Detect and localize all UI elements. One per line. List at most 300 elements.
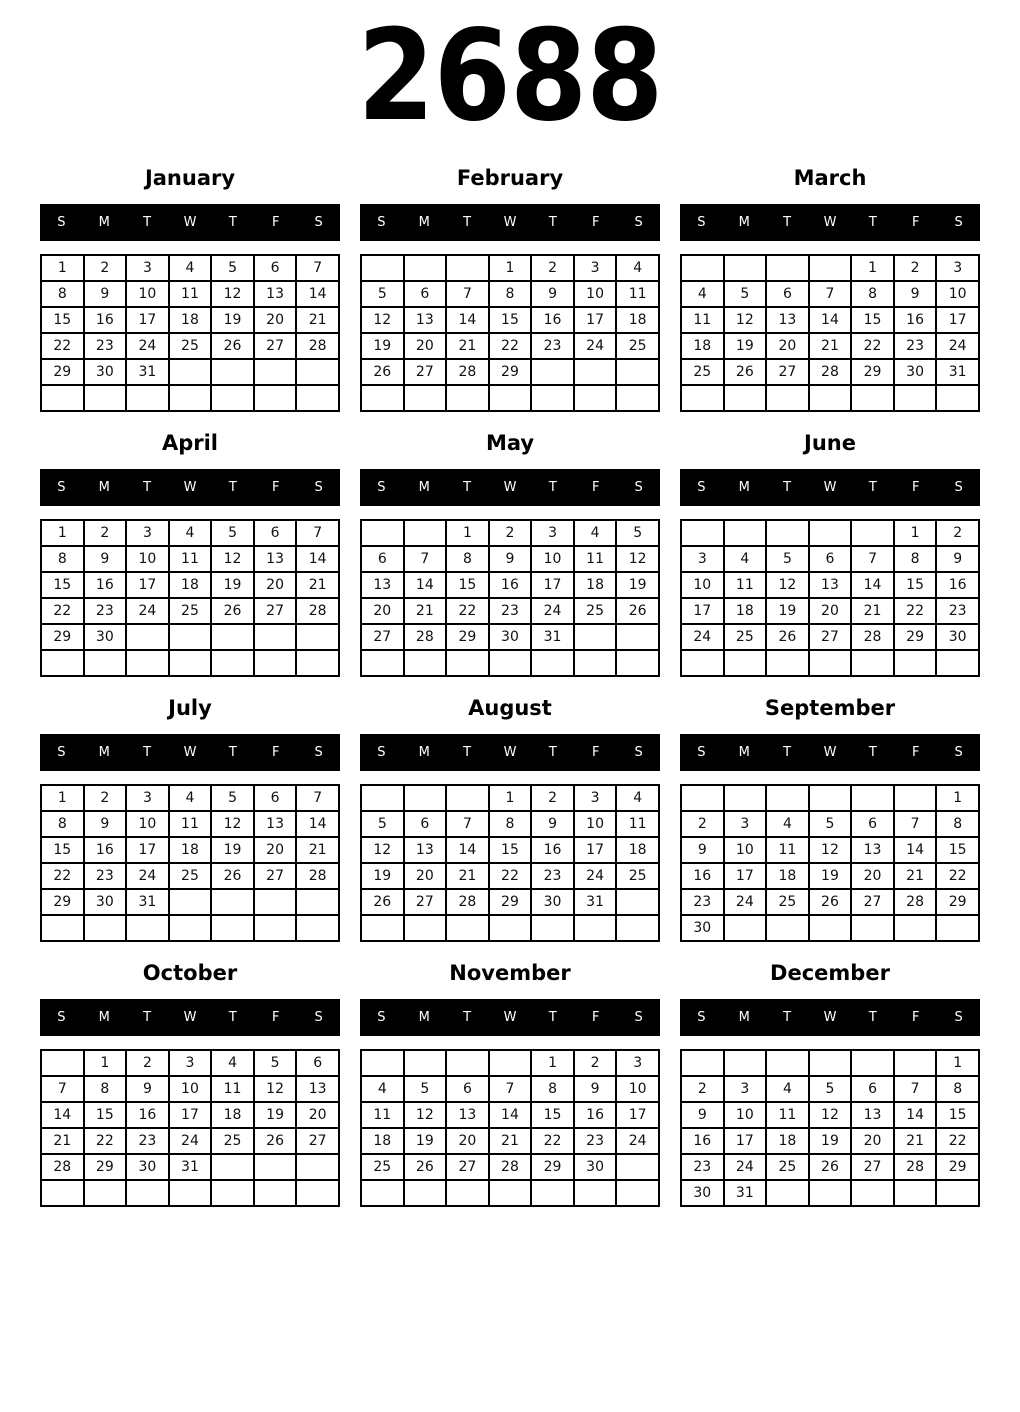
- weekday-label: F: [271, 1009, 280, 1025]
- day-cell: 24: [531, 598, 574, 624]
- day-cell: 13: [254, 281, 297, 307]
- weekday-header-bar: [360, 469, 660, 506]
- day-cell: 22: [489, 333, 532, 359]
- day-cell: 6: [446, 1076, 489, 1102]
- empty-day-cell: [766, 650, 809, 676]
- day-cell: 4: [616, 255, 659, 281]
- week-row: [681, 385, 979, 411]
- day-cell: 5: [211, 785, 254, 811]
- day-cell: 17: [936, 307, 979, 333]
- day-cell: 6: [851, 1076, 894, 1102]
- day-cell: 18: [574, 572, 617, 598]
- day-cell: 31: [724, 1180, 767, 1206]
- day-cell: 18: [361, 1128, 404, 1154]
- day-cell: 14: [296, 811, 339, 837]
- day-cell: 1: [489, 255, 532, 281]
- empty-day-cell: [489, 1180, 532, 1206]
- empty-day-cell: [296, 385, 339, 411]
- day-cell: 24: [574, 863, 617, 889]
- week-row: [361, 624, 659, 650]
- empty-day-cell: [211, 624, 254, 650]
- month-block: [360, 695, 660, 942]
- week-row: [361, 889, 659, 915]
- day-cell: 26: [809, 889, 852, 915]
- empty-day-cell: [41, 915, 84, 941]
- day-cell: 20: [361, 598, 404, 624]
- week-row: [361, 1128, 659, 1154]
- weekday-header-bar: [360, 999, 660, 1036]
- day-cell: 25: [169, 598, 212, 624]
- empty-day-cell: [681, 785, 724, 811]
- empty-day-cell: [296, 915, 339, 941]
- day-cell: 21: [894, 1128, 937, 1154]
- empty-day-cell: [809, 385, 852, 411]
- weekday-label: W: [183, 479, 197, 495]
- weekday-label: W: [183, 214, 197, 230]
- weekday-label: S: [954, 479, 963, 495]
- day-cell: 13: [254, 811, 297, 837]
- day-cell: 24: [616, 1128, 659, 1154]
- week-row: [41, 650, 339, 676]
- day-cell: 6: [851, 811, 894, 837]
- week-row: [361, 307, 659, 333]
- empty-day-cell: [531, 385, 574, 411]
- weekday-label: S: [634, 479, 643, 495]
- day-cell: 25: [361, 1154, 404, 1180]
- weekday-label: W: [503, 479, 517, 495]
- week-row: [361, 1154, 659, 1180]
- week-row: [41, 1050, 339, 1076]
- day-cell: 1: [531, 1050, 574, 1076]
- day-cell: 15: [489, 837, 532, 863]
- weekday-label: M: [738, 1009, 750, 1025]
- empty-day-cell: [724, 915, 767, 941]
- day-cell: 14: [41, 1102, 84, 1128]
- day-cell: 7: [894, 1076, 937, 1102]
- day-cell: 21: [404, 598, 447, 624]
- week-row: [41, 915, 339, 941]
- weekday-label: S: [634, 1009, 643, 1025]
- day-cell: 14: [894, 837, 937, 863]
- empty-day-cell: [126, 385, 169, 411]
- week-row: [681, 255, 979, 281]
- day-cell: 6: [254, 255, 297, 281]
- weekday-label: S: [314, 214, 323, 230]
- empty-day-cell: [126, 915, 169, 941]
- day-cell: 26: [361, 889, 404, 915]
- weekday-label: F: [911, 214, 920, 230]
- day-cell: 15: [936, 1102, 979, 1128]
- day-cell: 31: [169, 1154, 212, 1180]
- empty-day-cell: [211, 1154, 254, 1180]
- day-cell: 30: [894, 359, 937, 385]
- empty-day-cell: [851, 785, 894, 811]
- month-day-grid: [360, 254, 660, 412]
- day-cell: 26: [809, 1154, 852, 1180]
- empty-day-cell: [616, 359, 659, 385]
- day-cell: 19: [361, 333, 404, 359]
- day-cell: 30: [936, 624, 979, 650]
- day-cell: 14: [809, 307, 852, 333]
- day-cell: 12: [809, 1102, 852, 1128]
- day-cell: 22: [936, 863, 979, 889]
- month-day-grid: [360, 784, 660, 942]
- day-cell: 7: [446, 811, 489, 837]
- weekday-label: T: [463, 1009, 472, 1025]
- week-row: [361, 281, 659, 307]
- week-row: [681, 650, 979, 676]
- day-cell: 21: [489, 1128, 532, 1154]
- month-block: [40, 960, 340, 1207]
- day-cell: 21: [851, 598, 894, 624]
- day-cell: 7: [809, 281, 852, 307]
- day-cell: 22: [531, 1128, 574, 1154]
- day-cell: 11: [766, 837, 809, 863]
- weekday-label: W: [183, 744, 197, 760]
- day-cell: 24: [724, 1154, 767, 1180]
- day-cell: 11: [616, 811, 659, 837]
- day-cell: 5: [254, 1050, 297, 1076]
- week-row: [361, 255, 659, 281]
- week-row: [681, 624, 979, 650]
- day-cell: 13: [361, 572, 404, 598]
- weekday-label: W: [823, 479, 837, 495]
- day-cell: 12: [724, 307, 767, 333]
- day-cell: 3: [126, 520, 169, 546]
- empty-day-cell: [766, 1180, 809, 1206]
- weekday-label: T: [783, 214, 792, 230]
- weekday-label: F: [271, 479, 280, 495]
- empty-day-cell: [126, 650, 169, 676]
- weekday-label: S: [377, 214, 386, 230]
- day-cell: 6: [361, 546, 404, 572]
- day-cell: 15: [894, 572, 937, 598]
- weekday-label: T: [143, 1009, 152, 1025]
- empty-day-cell: [724, 255, 767, 281]
- day-cell: 19: [616, 572, 659, 598]
- weekday-label: T: [783, 744, 792, 760]
- day-cell: 17: [169, 1102, 212, 1128]
- day-cell: 11: [724, 572, 767, 598]
- day-cell: 17: [616, 1102, 659, 1128]
- day-cell: 27: [296, 1128, 339, 1154]
- day-cell: 29: [894, 624, 937, 650]
- week-row: [361, 385, 659, 411]
- weekday-label: S: [314, 744, 323, 760]
- weekday-label: M: [418, 744, 430, 760]
- day-cell: 26: [404, 1154, 447, 1180]
- empty-day-cell: [809, 1050, 852, 1076]
- empty-day-cell: [254, 385, 297, 411]
- day-cell: 26: [361, 359, 404, 385]
- weekday-label: S: [57, 1009, 66, 1025]
- empty-day-cell: [211, 385, 254, 411]
- day-cell: 3: [681, 546, 724, 572]
- day-cell: 20: [404, 863, 447, 889]
- empty-day-cell: [809, 785, 852, 811]
- weekday-label: S: [697, 1009, 706, 1025]
- day-cell: 10: [126, 546, 169, 572]
- day-cell: 4: [681, 281, 724, 307]
- day-cell: 5: [724, 281, 767, 307]
- empty-day-cell: [404, 915, 447, 941]
- day-cell: 2: [574, 1050, 617, 1076]
- empty-day-cell: [766, 785, 809, 811]
- weekday-label: S: [954, 1009, 963, 1025]
- weekday-label: S: [314, 1009, 323, 1025]
- day-cell: 20: [851, 863, 894, 889]
- day-cell: 8: [41, 811, 84, 837]
- day-cell: 2: [894, 255, 937, 281]
- weekday-label: F: [591, 214, 600, 230]
- day-cell: 8: [84, 1076, 127, 1102]
- empty-day-cell: [211, 650, 254, 676]
- day-cell: 27: [766, 359, 809, 385]
- day-cell: 14: [446, 837, 489, 863]
- week-row: [361, 837, 659, 863]
- weekday-header-bar: [40, 204, 340, 241]
- day-cell: 17: [126, 572, 169, 598]
- day-cell: 6: [254, 785, 297, 811]
- day-cell: 17: [126, 307, 169, 333]
- empty-day-cell: [41, 650, 84, 676]
- week-row: [41, 863, 339, 889]
- day-cell: 27: [851, 889, 894, 915]
- month-title: December: [770, 960, 890, 985]
- month-title: November: [449, 960, 571, 985]
- week-row: [361, 785, 659, 811]
- empty-day-cell: [809, 915, 852, 941]
- day-cell: 10: [574, 281, 617, 307]
- week-row: [41, 255, 339, 281]
- day-cell: 11: [169, 546, 212, 572]
- day-cell: 21: [894, 863, 937, 889]
- empty-day-cell: [446, 785, 489, 811]
- day-cell: 2: [84, 785, 127, 811]
- week-row: [41, 1154, 339, 1180]
- empty-day-cell: [681, 385, 724, 411]
- empty-day-cell: [254, 650, 297, 676]
- day-cell: 7: [296, 785, 339, 811]
- day-cell: 28: [296, 333, 339, 359]
- day-cell: 21: [446, 333, 489, 359]
- day-cell: 9: [936, 546, 979, 572]
- empty-day-cell: [361, 520, 404, 546]
- day-cell: 10: [724, 837, 767, 863]
- day-cell: 18: [681, 333, 724, 359]
- day-cell: 12: [211, 546, 254, 572]
- week-row: [361, 863, 659, 889]
- day-cell: 7: [296, 520, 339, 546]
- day-cell: 20: [809, 598, 852, 624]
- day-cell: 7: [489, 1076, 532, 1102]
- day-cell: 27: [446, 1154, 489, 1180]
- day-cell: 4: [766, 811, 809, 837]
- weekday-label: T: [783, 479, 792, 495]
- empty-day-cell: [361, 385, 404, 411]
- day-cell: 18: [169, 837, 212, 863]
- day-cell: 1: [489, 785, 532, 811]
- week-row: [41, 598, 339, 624]
- day-cell: 18: [766, 863, 809, 889]
- month-title: October: [142, 960, 238, 985]
- weekday-header-bar: [40, 469, 340, 506]
- day-cell: 16: [531, 837, 574, 863]
- weekday-label: M: [418, 214, 430, 230]
- day-cell: 17: [724, 1128, 767, 1154]
- month-day-grid: [40, 519, 340, 677]
- day-cell: 4: [169, 785, 212, 811]
- day-cell: 20: [296, 1102, 339, 1128]
- day-cell: 29: [41, 624, 84, 650]
- week-row: [681, 785, 979, 811]
- day-cell: 10: [531, 546, 574, 572]
- day-cell: 23: [84, 333, 127, 359]
- week-row: [681, 598, 979, 624]
- day-cell: 3: [169, 1050, 212, 1076]
- week-row: [361, 650, 659, 676]
- empty-day-cell: [489, 1050, 532, 1076]
- day-cell: 29: [41, 889, 84, 915]
- day-cell: 24: [126, 598, 169, 624]
- day-cell: 29: [489, 359, 532, 385]
- day-cell: 19: [361, 863, 404, 889]
- day-cell: 25: [169, 333, 212, 359]
- weekday-label: S: [954, 744, 963, 760]
- day-cell: 31: [531, 624, 574, 650]
- week-row: [681, 1050, 979, 1076]
- day-cell: 27: [361, 624, 404, 650]
- day-cell: 1: [936, 785, 979, 811]
- day-cell: 17: [681, 598, 724, 624]
- day-cell: 31: [936, 359, 979, 385]
- day-cell: 12: [404, 1102, 447, 1128]
- day-cell: 28: [809, 359, 852, 385]
- day-cell: 23: [894, 333, 937, 359]
- day-cell: 30: [531, 889, 574, 915]
- day-cell: 9: [531, 811, 574, 837]
- weekday-label: T: [868, 479, 877, 495]
- day-cell: 20: [446, 1128, 489, 1154]
- week-row: [681, 889, 979, 915]
- day-cell: 30: [681, 1180, 724, 1206]
- week-row: [681, 1154, 979, 1180]
- day-cell: 22: [936, 1128, 979, 1154]
- month-day-grid: [680, 254, 980, 412]
- empty-day-cell: [41, 1050, 84, 1076]
- empty-day-cell: [254, 1180, 297, 1206]
- day-cell: 29: [446, 624, 489, 650]
- empty-day-cell: [616, 889, 659, 915]
- day-cell: 3: [574, 785, 617, 811]
- week-row: [361, 1180, 659, 1206]
- day-cell: 13: [446, 1102, 489, 1128]
- day-cell: 22: [489, 863, 532, 889]
- day-cell: 30: [126, 1154, 169, 1180]
- day-cell: 24: [126, 333, 169, 359]
- empty-day-cell: [894, 1050, 937, 1076]
- day-cell: 13: [851, 837, 894, 863]
- day-cell: 16: [531, 307, 574, 333]
- week-row: [41, 333, 339, 359]
- week-row: [41, 837, 339, 863]
- weekday-label: S: [377, 479, 386, 495]
- month-block: [680, 430, 980, 677]
- day-cell: 15: [851, 307, 894, 333]
- weekday-label: W: [503, 1009, 517, 1025]
- weekday-label: F: [591, 744, 600, 760]
- day-cell: 26: [616, 598, 659, 624]
- day-cell: 2: [936, 520, 979, 546]
- weekday-label: S: [697, 479, 706, 495]
- day-cell: 6: [254, 520, 297, 546]
- day-cell: 19: [809, 863, 852, 889]
- day-cell: 29: [489, 889, 532, 915]
- empty-day-cell: [489, 650, 532, 676]
- weekday-label: W: [823, 214, 837, 230]
- day-cell: 2: [126, 1050, 169, 1076]
- week-row: [361, 598, 659, 624]
- weekday-label: T: [868, 214, 877, 230]
- day-cell: 14: [446, 307, 489, 333]
- day-cell: 25: [169, 863, 212, 889]
- empty-day-cell: [724, 650, 767, 676]
- day-cell: 23: [84, 598, 127, 624]
- empty-day-cell: [616, 915, 659, 941]
- empty-day-cell: [361, 255, 404, 281]
- empty-day-cell: [851, 1050, 894, 1076]
- day-cell: 17: [574, 307, 617, 333]
- empty-day-cell: [936, 385, 979, 411]
- day-cell: 19: [211, 837, 254, 863]
- day-cell: 5: [616, 520, 659, 546]
- day-cell: 13: [404, 837, 447, 863]
- empty-day-cell: [766, 385, 809, 411]
- day-cell: 4: [169, 255, 212, 281]
- day-cell: 8: [41, 281, 84, 307]
- week-row: [681, 837, 979, 863]
- day-cell: 26: [724, 359, 767, 385]
- day-cell: 8: [894, 546, 937, 572]
- day-cell: 21: [296, 572, 339, 598]
- month-title: July: [168, 695, 212, 720]
- day-cell: 21: [446, 863, 489, 889]
- empty-day-cell: [851, 1180, 894, 1206]
- empty-day-cell: [84, 915, 127, 941]
- year-title: 2688: [357, 2, 663, 149]
- day-cell: 19: [724, 333, 767, 359]
- month-day-grid: [360, 519, 660, 677]
- weekday-label: T: [783, 1009, 792, 1025]
- day-cell: 12: [361, 837, 404, 863]
- empty-day-cell: [851, 520, 894, 546]
- day-cell: 11: [211, 1076, 254, 1102]
- empty-day-cell: [126, 1180, 169, 1206]
- empty-day-cell: [894, 385, 937, 411]
- empty-day-cell: [809, 650, 852, 676]
- day-cell: 22: [446, 598, 489, 624]
- day-cell: 9: [574, 1076, 617, 1102]
- weekday-label: F: [591, 479, 600, 495]
- day-cell: 9: [489, 546, 532, 572]
- weekday-label: T: [228, 1009, 237, 1025]
- empty-day-cell: [361, 1050, 404, 1076]
- week-row: [681, 1180, 979, 1206]
- empty-day-cell: [531, 915, 574, 941]
- day-cell: 14: [489, 1102, 532, 1128]
- day-cell: 10: [574, 811, 617, 837]
- weekday-label: T: [463, 214, 472, 230]
